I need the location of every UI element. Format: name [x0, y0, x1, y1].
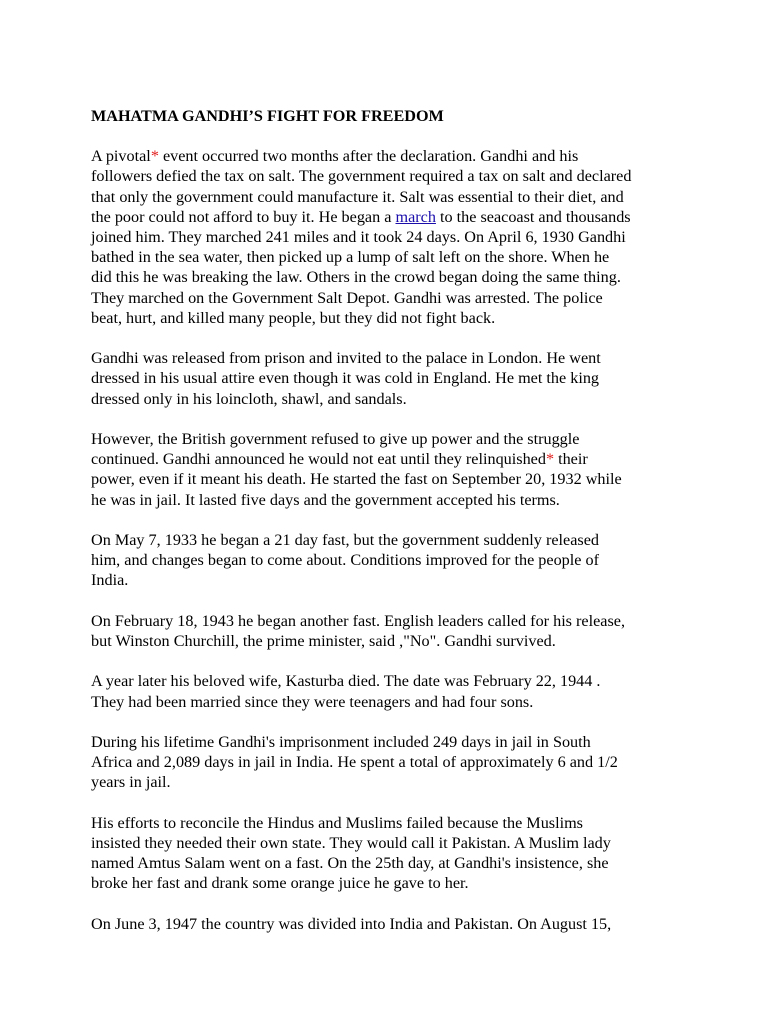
text-line: power, even if it meant his death. He started the fast on September 20, 1932 while	[91, 470, 622, 489]
text-line: India.	[91, 571, 129, 590]
text-line: broke her fast and drank some orange juice he gave to her.	[91, 874, 469, 893]
text-line: beat, hurt, and killed many people, but they did not fight back.	[91, 308, 496, 327]
march-link[interactable]: march	[395, 207, 436, 226]
text-line: him, and changes began to come about. Conditions improved for the people of	[91, 551, 599, 570]
text-segment: continued. Gandhi announced he would not eat until they relinquished	[91, 450, 546, 469]
text-segment: the poor could not afford to buy it. He began a	[91, 207, 396, 226]
text-line: During his lifetime Gandhi's imprisonment included 249 days in jail in South	[91, 733, 591, 751]
footnote-asterisk: *	[150, 147, 159, 166]
text-line: he was in jail. It lasted five days and the government accepted his terms.	[91, 490, 560, 509]
paragraph-imprisonment	[91, 732, 691, 793]
text-line: However, the British government refused to give up power and the struggle	[91, 430, 580, 449]
text-line: Gandhi was released from prison and invited to the palace in London. He went	[91, 349, 601, 368]
paragraph-fast-1943	[91, 611, 691, 651]
text-line: On May 7, 1933 he began a 21 day fast, but the government suddenly released	[91, 531, 599, 550]
paragraph-london-visit	[91, 348, 691, 409]
text-line: They had been married since they were teenagers and had four sons.	[91, 692, 534, 711]
paragraph-partition	[91, 914, 691, 934]
paragraph-salt-march	[91, 146, 691, 328]
text-line: joined him. They marched 241 miles and it took 24 days. On April 6, 1930 Gandhi	[91, 228, 626, 247]
text-segment: A pivotal	[91, 147, 151, 166]
document-page	[91, 102, 691, 954]
text-line: insisted they needed their own state. They would call it Pakistan. A Muslim lady	[91, 834, 611, 852]
paragraph-fast-1932	[91, 429, 691, 510]
text-line	[91, 207, 691, 227]
text-line	[91, 449, 691, 469]
paragraph-kasturba	[91, 671, 691, 711]
text-line: but Winston Churchill, the prime minister, said ,"No". Gandhi survived.	[91, 632, 556, 651]
text-line: Africa and 2,089 days in jail in India. He spent a total of approximately 6 and 1/2	[91, 753, 618, 772]
text-line: dressed only in his loincloth, shawl, and sandals.	[91, 389, 407, 408]
text-line: that only the government could manufacture it. Salt was essential to their diet, and	[91, 187, 624, 206]
text-line: On June 3, 1947 the country was divided into India and Pakistan. On August 15,	[91, 914, 612, 933]
text-line: followers defied the tax on salt. The government required a tax on salt and declared	[91, 167, 632, 186]
text-line: bathed in the sea water, then picked up a lump of salt left on the shore. When he	[91, 248, 610, 267]
paragraph-hindus-muslims	[91, 813, 691, 894]
text-segment: event occurred two months after the declaration. Gandhi and his	[158, 147, 579, 166]
text-line	[91, 146, 691, 166]
text-segment: their	[554, 450, 588, 469]
text-line: They marched on the Government Salt Depot. Gandhi was arrested. The police	[91, 288, 603, 307]
text-line: His efforts to reconcile the Hindus and Muslims failed because the Muslims	[91, 813, 583, 832]
text-segment: to the seacoast and thousands	[435, 207, 631, 226]
text-line: On February 18, 1943 he began another fast. English leaders called for his release,	[91, 611, 626, 630]
text-line: dressed in his usual attire even though it was cold in England. He met the king	[91, 369, 600, 388]
text-line: did this he was breaking the law. Others in the crowd began doing the same thing.	[91, 268, 621, 287]
paragraph-fast-1933	[91, 530, 691, 591]
document-title: MAHATMA GANDHI’S FIGHT FOR FREEDOM	[91, 107, 444, 125]
text-line: A year later his beloved wife, Kasturba died. The date was February 22, 1944 .	[91, 672, 601, 691]
text-line: years in jail.	[91, 773, 171, 792]
text-line: named Amtus Salam went on a fast. On the 25th day, at Gandhi's insistence, she	[91, 854, 609, 873]
footnote-asterisk: *	[545, 450, 555, 469]
